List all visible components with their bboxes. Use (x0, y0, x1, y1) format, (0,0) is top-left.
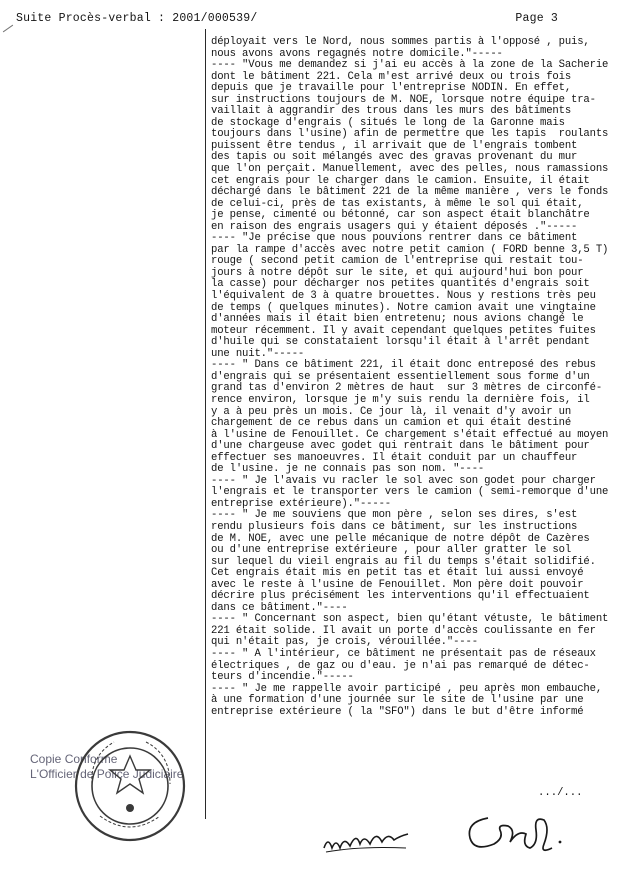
statement-line: entreprise extérieure)."----- (211, 497, 392, 510)
page-number: Page 3 (515, 12, 558, 25)
signature-icon (320, 818, 412, 860)
margin-mark (3, 25, 13, 33)
statement-line: décrire plus précisément les interventions qu'il effectuaient (211, 590, 590, 603)
statement-line: qui n'était pas, je crois, vérouillée."---- (211, 636, 478, 649)
statement-line: avec le reste à l'usine de Fenouillet. Mon père doit pouvoir (211, 578, 584, 591)
statement-line: ---- "Je précise que nous pouvions rentrer dans ce bâtiment (211, 232, 578, 245)
statement-line: moteur récemment. Il y avait cependant quelques petites fuites (211, 324, 596, 337)
statement-line: d'engrais qui se présentaient essentiellement sous forme d'un (211, 370, 590, 383)
statement-line: ---- "Vous me demandez si j'ai eu accès à la zone de la Sacherie (211, 59, 609, 72)
continuation-mark: .../... (538, 787, 583, 799)
statement-line: je pense, cimenté ou bétonné, car son aspect était blanchâtre (211, 209, 590, 222)
statement-line: rendu plusieurs fois dans ce bâtiment, sur les instructions (211, 520, 578, 533)
statement-line: depuis que je travaille pour l'entreprise NODIN. En effet, (211, 82, 572, 95)
statement-line: par la rampe d'accès avec notre petit camion ( FORD benne 3,5 T) (211, 243, 609, 256)
statement-line: que l'on perçait. Manuellement, avec des pelles, nous ramassions (211, 163, 609, 176)
statement-line: d'une chargeuse avec godet qui rentrait dans le bâtiment pour (211, 440, 590, 453)
page-header (16, 12, 598, 28)
statement-line: de celui-ci, près de tas existants, à même le sol qui était, (211, 197, 584, 210)
statement-line: de temps ( quelques minutes). Notre camion avait une vingtaine (211, 301, 596, 314)
statement-line: Cet engrais était mis en petit tas et était lui aussi envoyé (211, 567, 584, 580)
statement-line: vaillait à aggrandir des trous dans les murs des bâtiments (211, 105, 572, 118)
statement-line: nous avons avons regagnés notre domicile."----- (211, 47, 503, 60)
statement-line: des tapis ou soit mélangés avec des gravas provenant du mur (211, 151, 578, 164)
statement-line: à l'usine de Fenouillet. Ce chargement s'était effectué au moyen (211, 428, 609, 441)
statement-line: chargement de ce rebus dans un camion et qui était destiné (211, 417, 572, 430)
statement-body (211, 37, 611, 718)
stamp-line-copy: Copie Conforme (30, 752, 118, 766)
statement-line: teurs d'incendie."----- (211, 671, 354, 684)
statement-line: ---- " Je me souviens que mon père , selon ses dires, s'est (211, 509, 578, 522)
statement-line: déployait vers le Nord, nous sommes partis à l'opposé , puis, (211, 36, 590, 48)
statement-line: ou d'une entreprise extérieure , pour aller gratter le sol (211, 544, 572, 557)
statement-line: d'années mais il était bien entretenu; nous avions changé le (211, 313, 584, 326)
statement-line: déchargé dans le bâtiment 221 de la même manière , vers le fonds (211, 186, 609, 199)
statement-line: ---- " Je me rappelle avoir participé , peu après mon embauche, (211, 682, 603, 695)
statement-line: d'huile qui se constataient lorsqu'il était à l'arrêt pendant (211, 336, 590, 349)
statement-line: ---- " A l'intérieur, ce bâtiment ne présentait pas de réseaux (211, 647, 596, 660)
statement-line: une nuit."----- (211, 347, 305, 360)
statement-line: cet engrais pour le charger dans le camion. Ensuite, il était (211, 174, 590, 187)
statement-line: sur lequel du vieil engrais au fil du temps s'était solidifié. (211, 555, 596, 568)
statement-line: dans ce bâtiment."---- (211, 601, 348, 614)
statement-line: effectuer ses manoeuvres. Il était conduit par un chauffeur (211, 451, 578, 464)
statement-line: dont le bâtiment 221. Cela m'est arrivé deux ou trois fois (211, 70, 572, 83)
statement-line: de stockage d'engrais ( situés le long de la Garonne mais (211, 116, 565, 129)
statement-line: de M. NOE, avec une pelle mécanique de notre dépôt de Cazères (211, 532, 590, 545)
statement-line: ---- " Je l'avais vu racler le sol avec son godet pour charger (211, 474, 596, 487)
statement-line: sur instructions toujours de M. NOE, lorsque notre équipe tra- (211, 93, 596, 106)
statement-line: rence environ, lorsque je m'y suis rendu la dernière fois, il (211, 393, 590, 406)
statement-line: 221 était solide. Il avait un porte d'accès coulissante en fer (211, 624, 596, 637)
statement-line: en raison des engrais usagers qui y étaient déposés ."----- (211, 220, 578, 233)
statement-line: à une formation d'une journée sur le site de l'usine par une (211, 694, 584, 707)
stamp-line-officer: L'Officier de Police Judiciaire (30, 767, 184, 781)
signature-icon (460, 808, 570, 858)
statement-line: de l'usine. je ne connais pas son nom. "---- (211, 463, 485, 476)
statement-line: électriques , de gaz ou d'eau. je n'ai pas remarqué de détec- (211, 659, 590, 672)
statement-line: l'engrais et le transporter vers le camion ( semi-remorque d'une (211, 486, 609, 499)
statement-line: rouge ( second petit camion de l'entreprise qui restait tou- (211, 255, 584, 268)
statement-line: entreprise extérieure ( la "SFO") dans le but d'être informé (211, 705, 584, 718)
statement-line: y a à peu près un mois. Ce jour là, il venait d'y avoir un (211, 405, 572, 418)
statement-line: ---- " Dans ce bâtiment 221, il était donc entreposé des rebus (211, 359, 596, 372)
statement-line: puissent être tendus , il arrivait que de l'engrais tombent (211, 139, 578, 152)
statement-line: grand tas d'environ 2 mètres de haut sur 3 mètres de circonfé- (211, 382, 603, 395)
statement-line: la casse) pour décharger nos petites quantités d'engrais soit (211, 278, 590, 291)
margin-rule (205, 29, 206, 819)
police-seal-icon (70, 726, 190, 846)
statement-line: toujours dans l'usine) afin de permettre que les tapis roulants (211, 128, 609, 141)
document-title: Suite Procès-verbal : 2001/000539/ (16, 12, 258, 25)
statement-line: ---- " Concernant son aspect, bien qu'étant vétuste, le bâtiment (211, 613, 609, 626)
statement-line: l'équivalent de 3 à quatre brouettes. Nous y restions très peu (211, 290, 596, 303)
statement-line: jours à notre dépôt sur le site, et qui aujourd'hui bon pour (211, 266, 584, 279)
